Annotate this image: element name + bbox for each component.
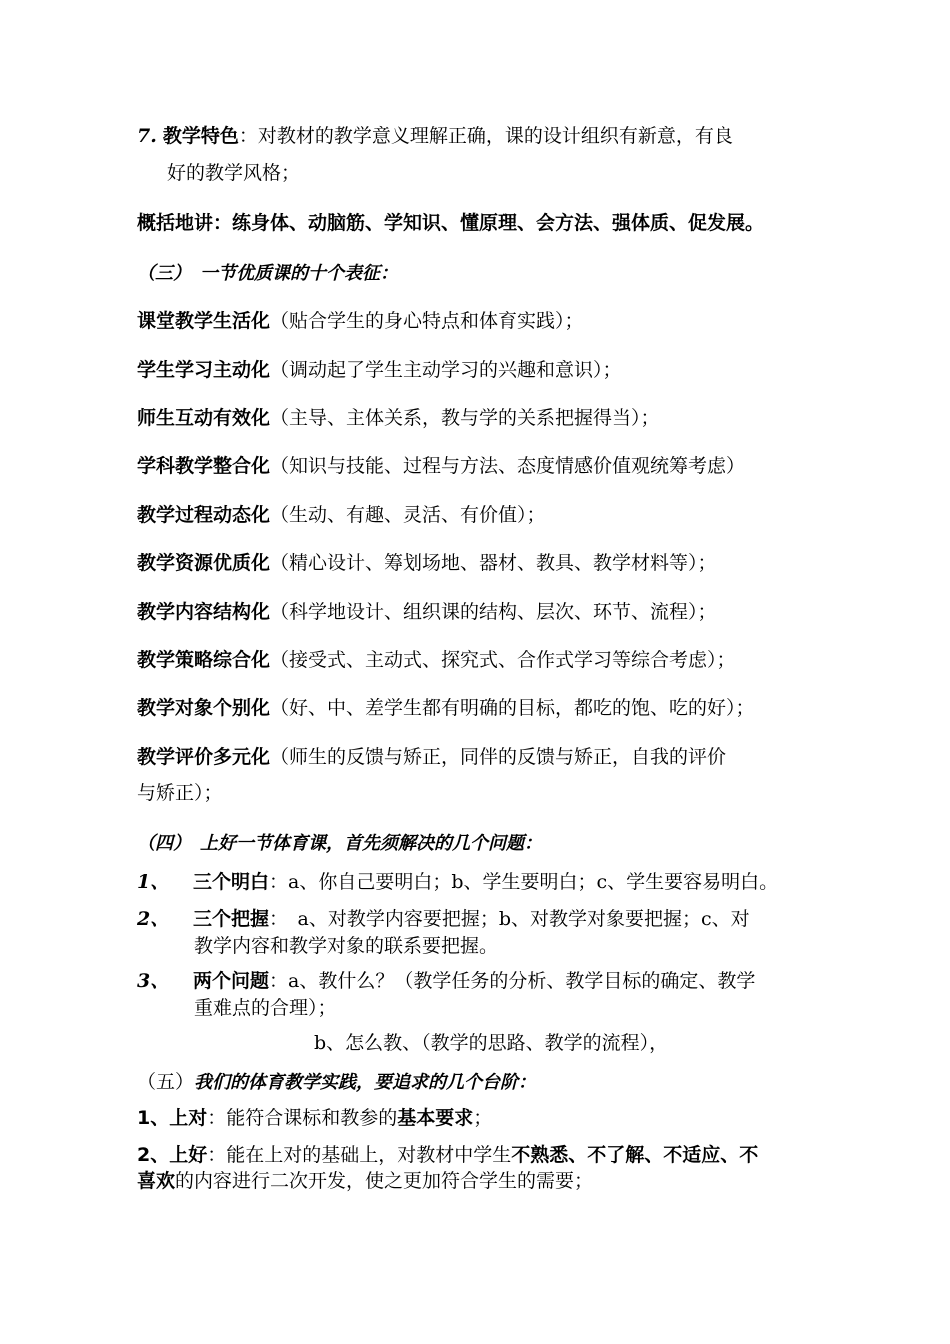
feature-text: （好、中、差学生都有明确的目标，都吃的饱、吃的好）；: [270, 697, 755, 719]
step-label: 1、上对: [137, 1107, 208, 1129]
feature-item: [137, 741, 827, 773]
step-item: [137, 1102, 827, 1134]
step-emphasis: 基本要求: [397, 1107, 474, 1129]
feature-text: （精心设计、筹划场地、器材、教具、教学材料等）；: [270, 552, 717, 574]
step-text: ：能符合课标和教参的: [207, 1107, 398, 1129]
problem-text: ： a、对教学内容要把握；b、对教学对象要把握；c、对: [269, 908, 750, 930]
problem-label: 三个把握: [193, 908, 270, 930]
summary-line: 概括地讲：练身体、动脑筋、学知识、懂原理、会方法、强体质、促发展。: [137, 212, 765, 234]
feature-label: 教学内容结构化: [137, 601, 271, 623]
problem-text: ：a、你自己要明白；b、学生要明白；c、学生要容易明白。: [269, 871, 779, 893]
feature-item: [137, 305, 827, 337]
item-7-number: 7.: [137, 125, 157, 147]
feature-item: [137, 692, 827, 724]
feature-item: [137, 547, 827, 579]
step-label: 2、上好: [137, 1144, 208, 1166]
problem-number: 2、: [137, 908, 170, 930]
feature-label: 师生互动有效化: [137, 407, 271, 429]
step-emphasis: 不熟悉、不了解、不适应、不: [511, 1144, 759, 1166]
feature-label: 课堂教学生活化: [137, 310, 271, 332]
feature-label: 教学过程动态化: [137, 504, 271, 526]
feature-item: [137, 450, 827, 482]
problem-label: 两个问题: [193, 970, 270, 992]
step-end: ；: [473, 1107, 493, 1129]
step-emphasis: 喜欢: [137, 1170, 176, 1192]
section-5-title: 我们的体育教学实践，要追求的几个台阶：: [194, 1072, 537, 1093]
problem-item-continuation: 教学内容和教学对象的联系要把握。: [194, 935, 499, 957]
problem-number: 1、: [137, 871, 170, 893]
feature-text: （知识与技能、过程与方法、态度情感价值观统筹考虑）: [270, 455, 746, 477]
step-text: ：能在上对的基础上，对教材中学生: [207, 1144, 512, 1166]
feature-label: 教学评价多元化: [137, 746, 271, 768]
feature-item: [137, 644, 827, 676]
feature-text: （师生的反馈与矫正，同伴的反馈与矫正，自我的评价: [270, 746, 727, 768]
problem-text: ：a、教什么？（教学任务的分析、教学目标的确定、教学: [269, 970, 756, 992]
section-5-prefix: （五）: [137, 1071, 195, 1093]
item-7-line2: 好的教学风格；: [167, 162, 301, 184]
feature-label: 学科教学整合化: [137, 455, 271, 477]
feature-text: （调动起了学生主动学习的兴趣和意识）；: [270, 359, 622, 381]
section-5-heading: [137, 1066, 827, 1099]
feature-label: 教学资源优质化: [137, 552, 271, 574]
feature-text: （主导、主体关系，教与学的关系把握得当）；: [270, 407, 660, 429]
feature-text: （贴合学生的身心特点和体育实践）；: [270, 310, 584, 332]
feature-item: [137, 596, 827, 628]
problem-number: 3、: [137, 970, 170, 992]
section-4-heading: （四） 上好一节体育课，首先须解决的几个问题：: [137, 833, 542, 854]
feature-label: 教学对象个别化: [137, 697, 271, 719]
feature-label: 学生学习主动化: [137, 359, 271, 381]
section-3-heading: （三） 一节优质课的十个表征：: [137, 263, 398, 284]
step-item-continuation: [137, 1165, 827, 1197]
problem-item-continuation: 重难点的合理）；: [194, 997, 337, 1019]
item-7-text: ：对教材的教学意义理解正确，课的设计组织有新意，有良: [238, 125, 733, 147]
feature-text: （接受式、主动式、探究式、合作式学习等综合考虑）；: [270, 649, 736, 671]
feature-text: （科学地设计、组织课的结构、层次、环节、流程）；: [270, 601, 717, 623]
problem-item: [137, 866, 827, 898]
feature-item: [137, 499, 827, 531]
step-text: 的内容进行二次开发，使之更加符合学生的需要；: [175, 1170, 594, 1192]
feature-item: [137, 354, 827, 386]
feature-label: 教学策略综合化: [137, 649, 271, 671]
feature-item-continuation: 与矫正）；: [137, 782, 223, 804]
feature-text: （生动、有趣、灵活、有价值）；: [270, 504, 546, 526]
item-7-line1: [137, 120, 827, 152]
problem-label: 三个明白: [193, 871, 270, 893]
item-7-label: 教学特色: [162, 125, 239, 147]
problem-item-continuation: b、怎么教、（教学的思路、教学的流程），: [314, 1032, 669, 1054]
feature-item: [137, 402, 827, 434]
